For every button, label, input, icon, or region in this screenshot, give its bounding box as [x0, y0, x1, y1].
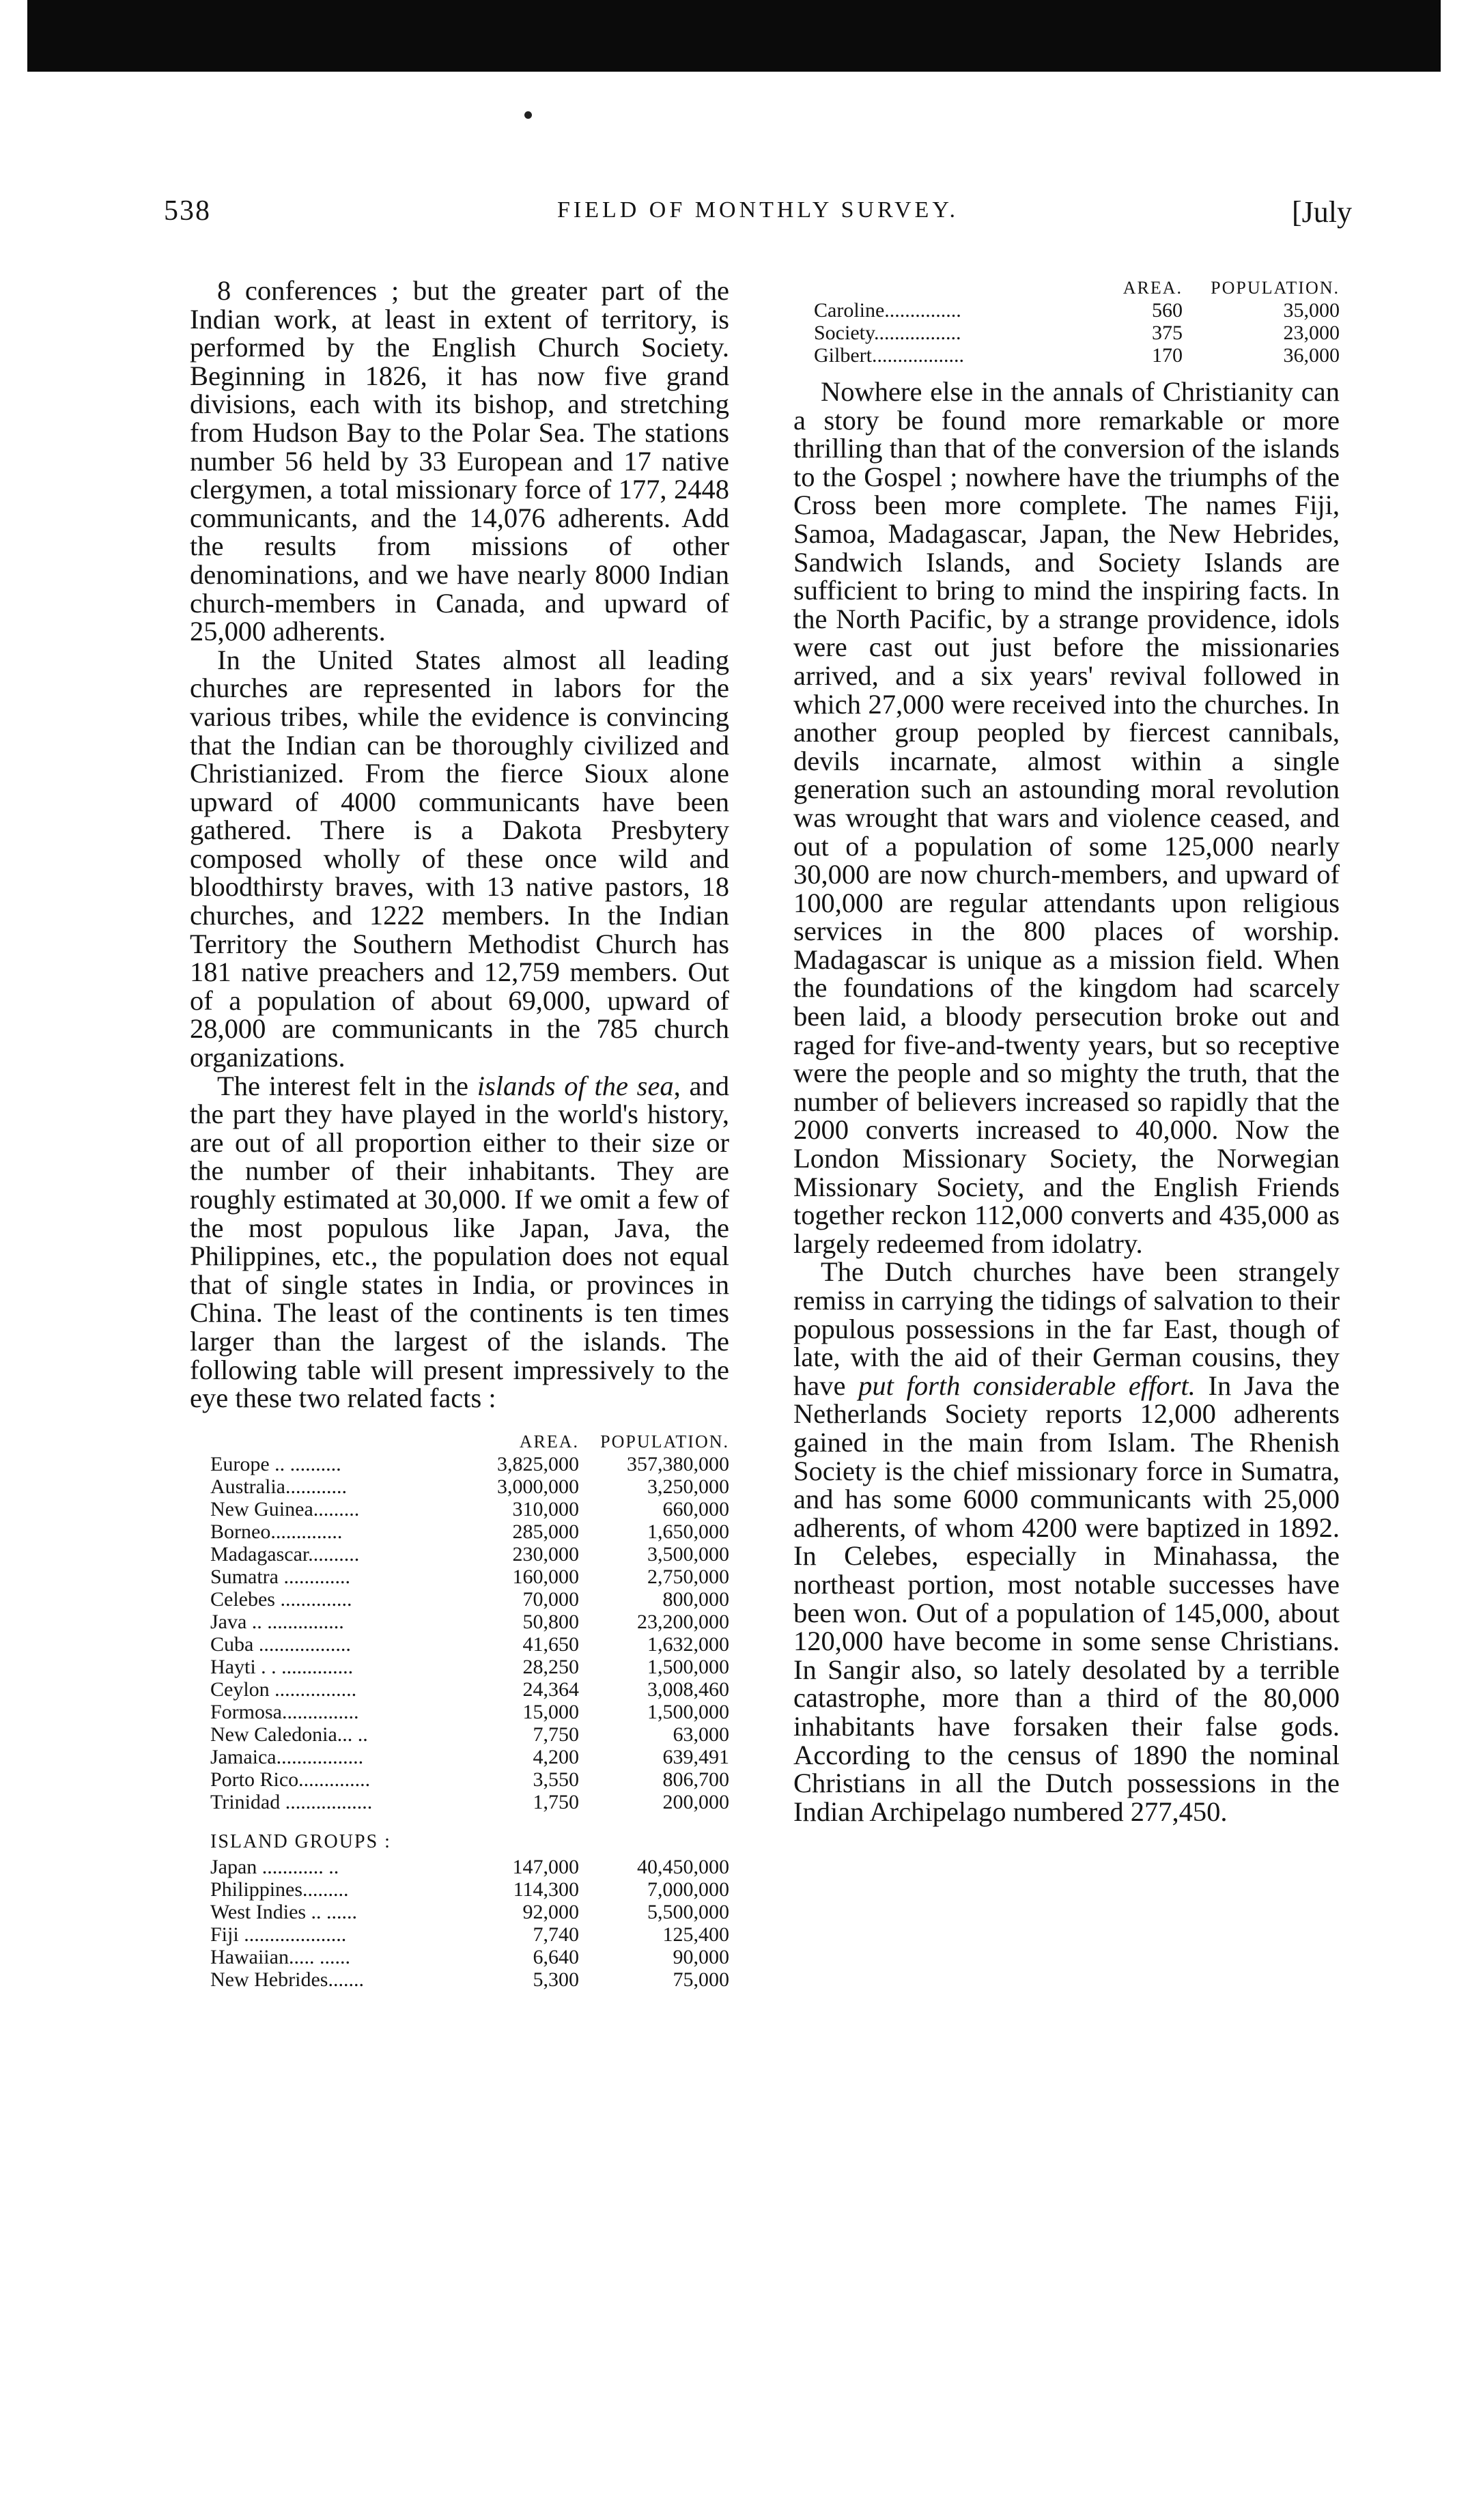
row-population: 1,500,000 [647, 1700, 729, 1723]
table-row [210, 1923, 729, 1946]
table-row [210, 1701, 729, 1723]
row-area: 70,000 [522, 1587, 579, 1611]
row-population: 5,500,000 [647, 1900, 729, 1923]
scan-top-edge [27, 0, 1441, 72]
row-area: 50,800 [522, 1610, 579, 1633]
row-population: 63,000 [673, 1723, 729, 1746]
row-name: Java .. ............... [210, 1610, 344, 1633]
row-area: 24,364 [522, 1677, 579, 1701]
table-header-row [210, 1430, 729, 1453]
column-header-area: AREA. [1123, 278, 1183, 298]
row-population: 2,750,000 [647, 1565, 729, 1588]
table-row [210, 1543, 729, 1566]
italic-phrase: islands of the sea [477, 1070, 674, 1101]
row-population: 639,491 [662, 1745, 729, 1768]
row-population: 75,000 [673, 1968, 729, 1991]
table-row [814, 299, 1346, 322]
row-population: 3,500,000 [647, 1542, 729, 1566]
row-population: 3,008,460 [647, 1677, 729, 1701]
table-row [210, 1901, 729, 1923]
table-row [210, 1520, 729, 1543]
running-month: [July [1292, 195, 1352, 229]
row-area: 114,300 [513, 1878, 579, 1901]
row-name: Borneo.............. [210, 1520, 343, 1543]
row-area: 3,550 [533, 1768, 579, 1791]
row-population: 357,380,000 [627, 1452, 729, 1475]
row-name: New Guinea......... [210, 1497, 360, 1520]
table-row [210, 1946, 729, 1968]
islands-area-population-table [210, 1430, 729, 1991]
table-row [210, 1856, 729, 1878]
table-row [210, 1656, 729, 1678]
row-population: 23,000 [1283, 322, 1340, 344]
row-population: 3,250,000 [647, 1475, 729, 1498]
column-header-population: POPULATION. [1211, 278, 1340, 298]
row-population: 36,000 [1283, 344, 1340, 367]
running-header [164, 195, 1352, 236]
row-name: New Caledonia... .. [210, 1723, 368, 1746]
table-row [210, 1791, 729, 1813]
row-population: 1,632,000 [647, 1632, 729, 1656]
row-name: Hawaiian..... ...... [210, 1945, 350, 1968]
column-header-area: AREA. [519, 1431, 579, 1452]
row-area: 170 [1152, 344, 1183, 367]
row-area: 285,000 [512, 1520, 579, 1543]
table-row [210, 1588, 729, 1611]
row-area: 6,640 [533, 1945, 579, 1968]
paragraph-canada: 8 conferences ; but the greater part of the Indian work, at least in extent of territory, is performed by the English Church Society. Beginning in 1826, it has now five grand divisions, each with its bishop, and stretching from Hudson Bay to the Polar Sea. The stations number 56 held by 33 European and 17 native clergymen, a total missionary force of 177, 2448 communicants, and the 14,076 adherents. Add the results from missions of other denominations, and we have nearly 8000 Indian church-members in Canada, and upward of 25,000 adherents. [190, 275, 729, 647]
row-area: 7,750 [533, 1723, 579, 1746]
island-groups-heading: ISLAND GROUPS : [210, 1831, 391, 1853]
table-row [210, 1678, 729, 1701]
row-population: 200,000 [662, 1790, 729, 1813]
table-row [210, 1453, 729, 1475]
column-header-population: POPULATION. [600, 1431, 729, 1452]
row-population: 23,200,000 [637, 1610, 729, 1633]
row-name: Sumatra ............. [210, 1565, 350, 1588]
micronesia-table [814, 277, 1346, 367]
row-area: 3,825,000 [497, 1452, 579, 1475]
row-population: 660,000 [662, 1497, 729, 1520]
row-population: 90,000 [673, 1945, 729, 1968]
row-area: 5,300 [533, 1968, 579, 1991]
row-population: 40,450,000 [637, 1855, 729, 1878]
row-name: New Hebrides....... [210, 1968, 364, 1991]
left-column [190, 277, 729, 1991]
row-population: 7,000,000 [647, 1878, 729, 1901]
table-row [210, 1611, 729, 1633]
row-name: Philippines......... [210, 1878, 349, 1901]
table-row [814, 322, 1346, 344]
row-name: Cuba .................. [210, 1632, 351, 1656]
row-name: Trinidad ................. [210, 1790, 373, 1813]
row-area: 160,000 [512, 1565, 579, 1588]
table-row [814, 344, 1346, 367]
row-area: 560 [1152, 299, 1183, 322]
row-name: Japan ............ .. [210, 1855, 339, 1878]
row-population: 35,000 [1283, 299, 1340, 322]
row-name: Europe .. .......... [210, 1452, 341, 1475]
italic-phrase: put forth considerable effort. [858, 1370, 1196, 1401]
row-area: 147,000 [512, 1855, 579, 1878]
row-name: Porto Rico.............. [210, 1768, 371, 1791]
row-area: 92,000 [522, 1900, 579, 1923]
table-row [210, 1723, 729, 1746]
running-title: FIELD OF MONTHLY SURVEY. [556, 197, 959, 223]
row-name: Celebes .............. [210, 1587, 352, 1611]
table-row [210, 1498, 729, 1520]
row-name: Hayti . . .............. [210, 1655, 354, 1678]
row-population: 1,650,000 [647, 1520, 729, 1543]
right-column [793, 277, 1340, 1826]
row-area: 1,750 [533, 1790, 579, 1813]
row-area: 230,000 [512, 1542, 579, 1566]
table-row [210, 1968, 729, 1991]
row-area: 310,000 [512, 1497, 579, 1520]
paragraph-dutch-churches: The Dutch churches have been strangely remiss in carrying the tidings of salvation to their populous possessions in the far East, though of late, with the aid of their German cousins, they have put forth considerable effort. In Java the Netherlands Society reports 12,000 adherents gained in the main from Islam. The Rhenish Society is the chief missionary force in Sumatra, and has some 6000 communicants with 25,000 adherents, of whom 4200 were baptized in 1892. In Celebes, especially in Minahassa, the northeast portion, most notable successes have been won. Out of a population of 145,000, about 120,000 have become in some sense Christians. In Sangir also, so lately desolated by a terrible catastrophe, more than a third of the 80,000 inhabitants have forsaken their false gods. According to the census of 1890 the nominal Christians in all the Dutch possessions in the Indian Archipelago numbered 277,450. [793, 1256, 1340, 1827]
row-name: Gilbert.................. [814, 344, 964, 367]
row-area: 7,740 [533, 1923, 579, 1946]
row-name: Caroline............... [814, 299, 961, 322]
paragraph-united-states: In the United States almost all leading churches are represented in labors for the various tribes, while the evidence is convincing that the Indian can be thoroughly civilized and Christianized. From the fierce Sioux alone upward of 4000 communicants have been gathered. There is a Dakota Presbytery composed wholly of these once wild and bloodthirsty braves, with 13 native pastors, 18 churches, and 1222 members. In the Indian Territory the Southern Methodist Church has 181 native preachers and 12,759 members. Out of a population of about 69,000, upward of 28,000 are communicants in the 785 church organizations. [190, 644, 729, 1073]
row-area: 41,650 [522, 1632, 579, 1656]
row-name: Formosa............... [210, 1700, 359, 1723]
row-area: 28,250 [522, 1655, 579, 1678]
row-name: Ceylon ................ [210, 1677, 357, 1701]
table-row [210, 1746, 729, 1768]
table-row [210, 1768, 729, 1791]
row-area: 4,200 [533, 1745, 579, 1768]
table-row [210, 1878, 729, 1901]
ink-speck [524, 111, 532, 119]
row-population: 125,400 [662, 1923, 729, 1946]
row-area: 3,000,000 [497, 1475, 579, 1498]
paragraph-islands-of-the-sea: The interest felt in the islands of the sea, and the part they have played in the world's history, are out of all proportion either to their size or the number of their inhabitants. They are roughly estimated at 30,000. If we omit a few of the most populous like Japan, Java, the Philippines, etc., the population does not equal that of single states in India, or provinces in China. The least of the continents is ten times larger than the largest of the islands. The following table will present impressively to the eye these two related facts : [190, 1070, 729, 1414]
row-name: Madagascar.......... [210, 1542, 360, 1566]
table-row [210, 1566, 729, 1588]
paragraph-conversion-of-islands: Nowhere else in the annals of Christianity can a story be found more remarkable or more thrilling than that of the conversion of the islands to the Gospel ; nowhere have the triumphs of the Cross been more complete. The names Fiji, Samoa, Madagascar, Japan, the New Hebrides, Sandwich Islands, and Society Islands are sufficient to bring to mind the inspiring facts. In the North Pacific, by a strange providence, idols were cast out just before the missionaries arrived, and a six years' revival followed in which 27,000 were received into the churches. In another group peopled by fiercest cannibals, devils incarnate, almost within a single generation such an astounding moral revolution was wrought that wars and violence ceased, and out of a population of some 125,000 nearly 30,000 are now church-members, and upward of 100,000 are regular attendants upon religious services in the 800 places of worship. Madagascar is unique as a mission field. When the foundations of the kingdom had scarcely been laid, a bloody persecution broke out and raged for five-and-twenty years, but so receptive were the people and so mighty the truth, that the number of believers increased so rapidly that the 2000 converts increased to 40,000. Now the London Missionary Society, the Norwegian Missionary Society, and the English Friends together reckon 112,000 converts and 435,000 as largely redeemed from idolatry. [793, 376, 1340, 1259]
row-name: Society................. [814, 322, 961, 344]
table-row [210, 1475, 729, 1498]
table-row [210, 1633, 729, 1656]
row-population: 1,500,000 [647, 1655, 729, 1678]
row-name: Jamaica................. [210, 1745, 364, 1768]
table-group-heading-row [210, 1813, 729, 1856]
page-number: 538 [164, 195, 211, 227]
table-header-row [814, 277, 1346, 299]
row-name: West Indies .. ...... [210, 1900, 358, 1923]
row-name: Australia............ [210, 1475, 347, 1498]
row-population: 800,000 [662, 1587, 729, 1611]
row-name: Fiji .................... [210, 1923, 347, 1946]
row-area: 15,000 [522, 1700, 579, 1723]
row-area: 375 [1152, 322, 1183, 344]
row-population: 806,700 [662, 1768, 729, 1791]
